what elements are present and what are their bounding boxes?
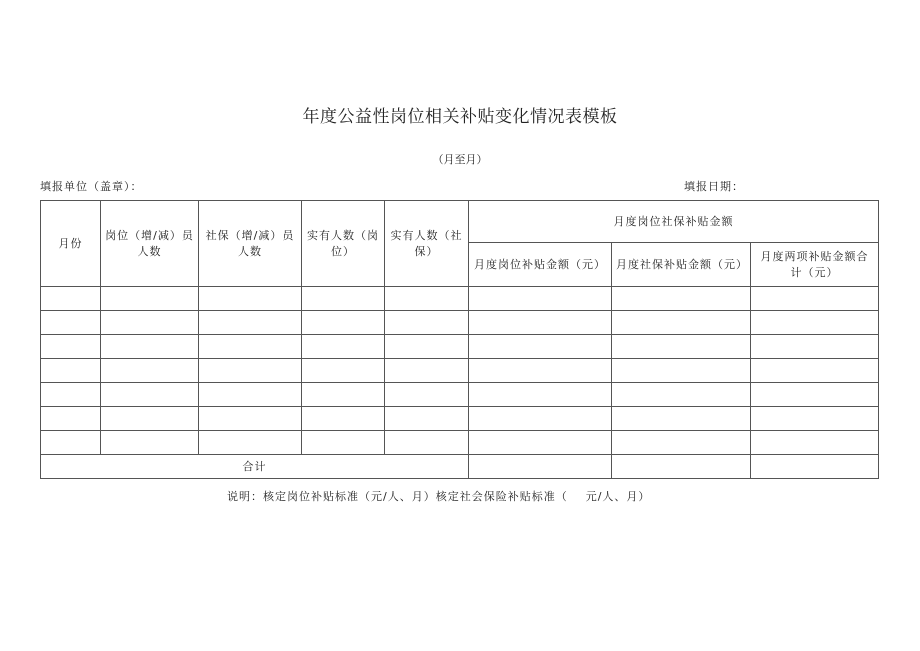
header-row-1 xyxy=(41,201,879,243)
post-subsidy-cell[interactable] xyxy=(469,383,612,407)
actual-post-cell[interactable] xyxy=(302,431,385,455)
month-cell[interactable] xyxy=(41,383,101,407)
header-social-change: 社保（增/减）员人数 xyxy=(199,201,302,287)
actual-social-cell[interactable] xyxy=(385,359,469,383)
social-change-cell[interactable] xyxy=(199,359,302,383)
social-change-cell[interactable] xyxy=(199,287,302,311)
note-text: 说明：核定岗位补贴标准（元/人、月）核定社会保险补贴标准（ 元/人、月） xyxy=(227,490,651,503)
total-subsidy-cell[interactable] xyxy=(751,407,879,431)
social-subsidy-cell[interactable] xyxy=(612,383,751,407)
post-subsidy-cell[interactable] xyxy=(469,431,612,455)
actual-post-cell[interactable] xyxy=(302,383,385,407)
social-subsidy-cell[interactable] xyxy=(612,335,751,359)
table-row xyxy=(41,359,879,383)
total-combined-subsidy[interactable] xyxy=(751,455,879,479)
post-subsidy-cell[interactable] xyxy=(469,359,612,383)
total-subsidy-cell[interactable] xyxy=(751,335,879,359)
social-change-cell[interactable] xyxy=(199,431,302,455)
subsidy-table xyxy=(40,200,879,479)
month-cell[interactable] xyxy=(41,407,101,431)
total-subsidy-cell[interactable] xyxy=(751,359,879,383)
actual-post-cell[interactable] xyxy=(302,407,385,431)
header-social-subsidy: 月度社保补贴金额（元） xyxy=(612,243,751,287)
social-subsidy-cell[interactable] xyxy=(612,287,751,311)
post-subsidy-cell[interactable] xyxy=(469,311,612,335)
month-cell[interactable] xyxy=(41,359,101,383)
actual-social-cell[interactable] xyxy=(385,335,469,359)
post-subsidy-cell[interactable] xyxy=(469,287,612,311)
total-social-subsidy[interactable] xyxy=(612,455,751,479)
header-total-subsidy: 月度两项补贴金额合计（元） xyxy=(751,243,879,287)
table-row xyxy=(41,407,879,431)
month-cell[interactable] xyxy=(41,287,101,311)
actual-post-cell[interactable] xyxy=(302,311,385,335)
social-subsidy-cell[interactable] xyxy=(612,359,751,383)
social-subsidy-cell[interactable] xyxy=(612,431,751,455)
social-subsidy-cell[interactable] xyxy=(612,311,751,335)
post-change-cell[interactable] xyxy=(101,287,199,311)
total-label: 合计 xyxy=(41,455,469,479)
actual-social-cell[interactable] xyxy=(385,407,469,431)
post-change-cell[interactable] xyxy=(101,383,199,407)
social-change-cell[interactable] xyxy=(199,335,302,359)
table-row xyxy=(41,311,879,335)
total-row xyxy=(41,455,879,479)
post-change-cell[interactable] xyxy=(101,311,199,335)
fill-date-label: 填报日期： xyxy=(684,180,744,193)
actual-post-cell[interactable] xyxy=(302,359,385,383)
post-subsidy-cell[interactable] xyxy=(469,335,612,359)
header-post-subsidy: 月度岗位补贴金额（元） xyxy=(469,243,612,287)
header-actual-social: 实有人数（社保） xyxy=(385,201,469,287)
month-cell[interactable] xyxy=(41,431,101,455)
header-subsidy-group: 月度岗位社保补贴金额 xyxy=(469,201,879,243)
actual-social-cell[interactable] xyxy=(385,431,469,455)
post-change-cell[interactable] xyxy=(101,407,199,431)
total-subsidy-cell[interactable] xyxy=(751,431,879,455)
month-cell[interactable] xyxy=(41,311,101,335)
actual-social-cell[interactable] xyxy=(385,287,469,311)
header-actual-post: 实有人数（岗位） xyxy=(302,201,385,287)
table-row xyxy=(41,287,879,311)
actual-post-cell[interactable] xyxy=(302,335,385,359)
month-cell[interactable] xyxy=(41,335,101,359)
post-change-cell[interactable] xyxy=(101,431,199,455)
social-change-cell[interactable] xyxy=(199,407,302,431)
table-row xyxy=(41,383,879,407)
actual-social-cell[interactable] xyxy=(385,311,469,335)
data-rows xyxy=(41,287,879,455)
total-subsidy-cell[interactable] xyxy=(751,383,879,407)
actual-social-cell[interactable] xyxy=(385,383,469,407)
total-subsidy-cell[interactable] xyxy=(751,311,879,335)
total-subsidy-cell[interactable] xyxy=(751,287,879,311)
total-post-subsidy[interactable] xyxy=(469,455,612,479)
document-title: 年度公益性岗位相关补贴变化情况表模板 xyxy=(302,107,618,127)
post-subsidy-cell[interactable] xyxy=(469,407,612,431)
actual-post-cell[interactable] xyxy=(302,287,385,311)
fill-unit-label: 填报单位（盖章）： xyxy=(40,180,143,193)
post-change-cell[interactable] xyxy=(101,359,199,383)
social-change-cell[interactable] xyxy=(199,311,302,335)
header-post-change: 岗位（增/减）员人数 xyxy=(101,201,199,287)
period-subtitle: （月至月） xyxy=(432,153,488,166)
social-change-cell[interactable] xyxy=(199,383,302,407)
table-row xyxy=(41,335,879,359)
table-row xyxy=(41,431,879,455)
header-month: 月份 xyxy=(41,201,101,287)
post-change-cell[interactable] xyxy=(101,335,199,359)
social-subsidy-cell[interactable] xyxy=(612,407,751,431)
